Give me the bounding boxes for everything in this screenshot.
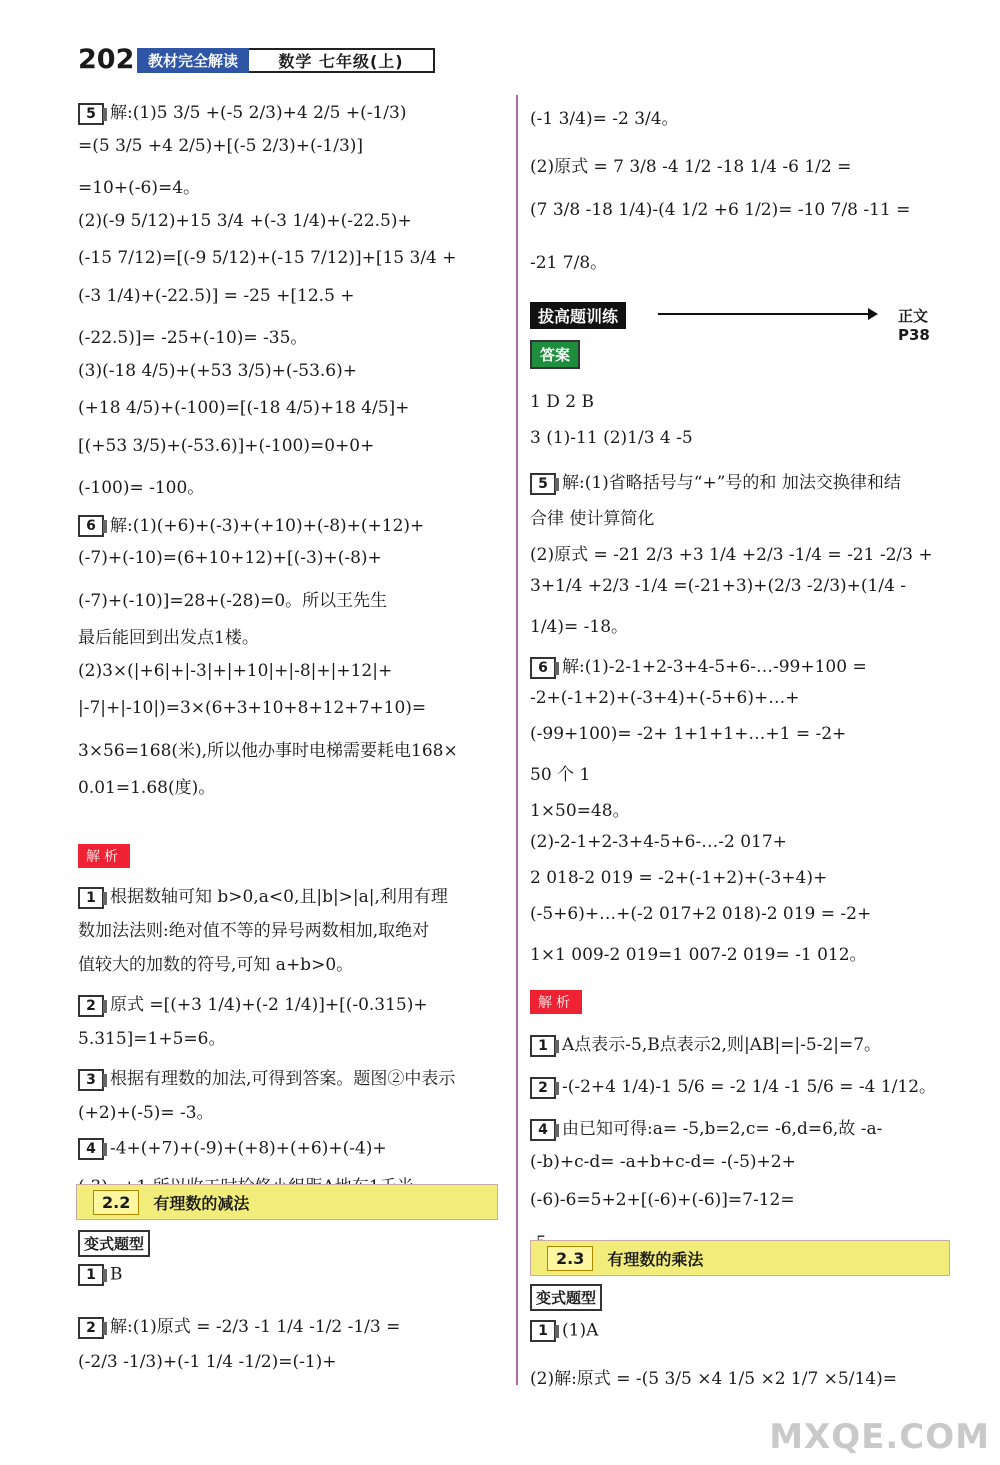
text-line — [530, 832, 787, 852]
question-number-badge: 1 — [530, 1320, 556, 1342]
line-text: 1 D 2 B — [530, 392, 594, 412]
line-text: 值较大的加数的符号,可知 a+b>0。 — [78, 955, 354, 975]
line-text: 0.01=1.68(度)。 — [78, 778, 216, 798]
line-text: (-3 1/4)+(-22.5)] = -25 +[12.5 + — [78, 285, 355, 306]
text-line — [78, 98, 406, 125]
line-text: (-100)= -100。 — [78, 478, 205, 498]
analysis-heading-right: 解析 — [530, 990, 582, 1014]
line-text: (-6)-6=5+2+[(-6)+(-6)]=7-12= — [530, 1190, 795, 1210]
line-text: (+2)+(-5)= -3。 — [78, 1103, 214, 1123]
line-text: 数加法法则:绝对值不等的异号两数相加,取绝对 — [78, 921, 430, 941]
text-line — [530, 1364, 897, 1389]
text-line — [530, 468, 901, 495]
line-text: =(5 3/5 +4 2/5)+[(-5 2/3)+(-1/3)] — [78, 135, 364, 156]
line-text: 50 个 1 — [530, 765, 591, 785]
question-number-badge: 2 — [78, 995, 104, 1017]
text-line — [530, 504, 654, 529]
text-line — [78, 286, 355, 306]
line-text: 1×50=48。 — [530, 801, 630, 821]
text-line — [78, 586, 387, 611]
text-line — [530, 104, 679, 129]
line-text: A点表示-5,B点表示2,则|AB|=|-5-2|=7。 — [562, 1035, 882, 1055]
line-text: 5.315]=1+5=6。 — [78, 1029, 226, 1049]
line-text: -(-2+4 1/4)-1 5/6 = -2 1/4 -1 5/6 = -4 1/12。 — [562, 1077, 937, 1097]
line-text: (-22.5)]= -25+(-10)= -35。 — [78, 328, 308, 348]
line-text: -21 7/8。 — [530, 253, 608, 273]
text-line — [78, 1024, 225, 1049]
line-text: 解:(1)原式 = -2/3 -1 1/4 -1/2 -1/3 = — [110, 1317, 401, 1337]
question-number-badge: 5 — [530, 473, 556, 495]
text-line — [78, 511, 424, 538]
line-text: (2)原式 = -21 2/3 +3 1/4 +2/3 -1/4 = -21 -2/3 + — [530, 545, 933, 565]
line-text: (2)3×(|+6|+|-3|+|+10|+|-8|+|+12|+ — [78, 660, 393, 681]
line-text: (-99+100)= -2+ 1+1+1+…+1 = -2+ — [530, 724, 847, 744]
question-number-badge: 4 — [78, 1138, 104, 1160]
line-text: -4+(+7)+(-9)+(+8)+(+6)+(-4)+ — [110, 1138, 387, 1159]
subject-label: 数学 七年级(上) — [249, 48, 435, 73]
variant-label-left: 变式题型 — [78, 1230, 150, 1257]
line-text: (3)(-18 4/5)+(+53 3/5)+(-53.6)+ — [78, 360, 357, 381]
line-text: 由已知可得:a= -5,b=2,c= -6,d=6,故 -a- — [562, 1119, 883, 1139]
text-line — [530, 612, 628, 637]
line-text: 合律 使计算简化 — [530, 509, 655, 529]
line-text: 根据有理数的加法,可得到答案。题图②中表示 — [110, 1069, 456, 1089]
line-text: 根据数轴可知 b>0,a<0,且|b|>|a|,利用有理 — [110, 887, 448, 907]
line-text: (1)A — [562, 1320, 599, 1341]
page-reference[interactable]: 正文 P38 — [898, 307, 930, 344]
text-line — [78, 1312, 400, 1339]
line-text: 解:(1)5 3/5 +(-5 2/3)+4 2/5 +(-1/3) — [110, 103, 407, 123]
boost-heading: 拔高题训练 — [530, 302, 626, 329]
line-text: 2 018-2 019 = -2+(-1+2)+(-3+4)+ — [530, 868, 828, 888]
text-line — [530, 428, 693, 448]
text-line — [78, 1264, 123, 1286]
line-text: B — [110, 1264, 123, 1285]
line-text: (+18 4/5)+(-100)=[(-18 4/5)+18 4/5]+ — [78, 398, 410, 418]
line-text: 解:(1)(+6)+(-3)+(+10)+(-8)+(+12)+ — [110, 515, 425, 536]
line-text: -2+(-1+2)+(-3+4)+(-5+6)+…+ — [530, 688, 800, 708]
section-title: 有理数的减法 — [153, 1193, 250, 1213]
section-number: 2.3 — [547, 1246, 593, 1271]
text-line — [78, 623, 259, 648]
text-line — [78, 136, 363, 156]
answer-heading: 答案 — [530, 340, 580, 369]
text-line — [78, 1098, 214, 1123]
question-number-badge: 2 — [78, 1317, 104, 1339]
text-line — [78, 736, 458, 761]
column-divider — [516, 95, 518, 1385]
text-line — [78, 990, 428, 1017]
text-line — [530, 940, 867, 965]
line-text: [(+53 3/5)+(-53.6)]+(-100)=0+0+ — [78, 435, 375, 456]
question-number-badge: 1 — [530, 1035, 556, 1057]
text-line — [530, 904, 871, 924]
text-line — [530, 1190, 795, 1210]
text-line — [78, 1138, 387, 1160]
text-line — [530, 1152, 796, 1172]
question-number-badge: 2 — [530, 1077, 556, 1099]
text-line — [78, 211, 412, 231]
text-line — [530, 1072, 936, 1099]
text-line — [78, 661, 392, 681]
text-line — [530, 760, 590, 785]
line-text: (2)原式 = 7 3/8 -4 1/2 -18 1/4 -6 1/2 = — [530, 157, 852, 177]
line-text: |-7|+|-10|)=3×(6+3+10+8+12+7+10)= — [78, 698, 427, 718]
text-line — [78, 473, 204, 498]
line-text: 原式 =[(+3 1/4)+(-2 1/4)]+[(-0.315)+ — [110, 995, 428, 1015]
text-line — [530, 576, 906, 596]
line-text: (2)-2-1+2-3+4-5+6-…-2 017+ — [530, 832, 787, 852]
text-line — [530, 248, 607, 273]
text-line — [78, 698, 426, 718]
line-text: 解:(1)-2-1+2-3+4-5+6-…-99+100 = — [562, 657, 867, 677]
line-text: 最后能回到出发点1楼。 — [78, 628, 259, 648]
text-line — [78, 248, 457, 268]
line-text: (-5+6)+…+(-2 017+2 018)-2 019 = -2+ — [530, 904, 872, 924]
text-line — [530, 652, 867, 679]
text-line — [530, 688, 799, 708]
line-text: (7 3/8 -18 1/4)-(4 1/2 +6 1/2)= -10 7/8 -11 = — [530, 200, 911, 220]
section-banner-2-2 — [76, 1184, 498, 1220]
line-text: 1×1 009-2 019=1 007-2 019= -1 012。 — [530, 945, 867, 965]
line-text: 3×56=168(米),所以他办事时电梯需要耗电168× — [78, 740, 458, 761]
section-banner-2-3 — [530, 1240, 950, 1276]
text-line — [78, 436, 374, 456]
line-text: =10+(-6)=4。 — [78, 178, 201, 198]
analysis-heading-left: 解析 — [78, 844, 130, 868]
line-text: (-7)+(-10)]=28+(-28)=0。所以王先生 — [78, 590, 388, 611]
line-text: (-2/3 -1/3)+(-1 1/4 -1/2)=(-1)+ — [78, 1352, 337, 1372]
question-number-badge: 1 — [78, 1264, 104, 1286]
line-text: (-7)+(-10)=(6+10+12)+[(-3)+(-8)+ — [78, 548, 382, 568]
boost-arrow-line — [658, 313, 870, 315]
text-line — [78, 1064, 455, 1091]
watermark: MXQE.COM — [769, 1417, 990, 1457]
text-line — [530, 868, 827, 888]
text-line — [530, 540, 933, 565]
text-line — [78, 773, 215, 798]
text-line — [530, 392, 594, 412]
line-text: (-1 3/4)= -2 3/4。 — [530, 109, 679, 129]
text-line — [78, 173, 200, 198]
text-line — [78, 950, 353, 975]
section-number: 2.2 — [93, 1190, 139, 1215]
question-number-badge: 5 — [78, 103, 104, 125]
line-text: 1/4)= -18。 — [530, 617, 629, 637]
line-text: (-15 7/12)=[(-9 5/12)+(-15 7/12)]+[15 3/4 + — [78, 248, 457, 268]
text-line — [78, 398, 409, 418]
question-number-badge: 6 — [78, 515, 104, 537]
question-number-badge: 3 — [78, 1069, 104, 1091]
text-line — [530, 1114, 882, 1141]
text-line — [78, 323, 307, 348]
text-line — [530, 152, 851, 177]
text-line — [530, 1030, 881, 1057]
variant-label-right: 变式题型 — [530, 1284, 602, 1311]
text-line — [78, 1352, 337, 1372]
line-text: 解:(1)省略括号与“+”号的和 加法交换律和结 — [562, 473, 901, 493]
page-number: 202 — [78, 44, 135, 75]
question-number-badge: 6 — [530, 657, 556, 679]
question-number-badge: 4 — [530, 1119, 556, 1141]
line-text: (2)(-9 5/12)+15 3/4 +(-3 1/4)+(-22.5)+ — [78, 210, 412, 231]
text-line — [530, 724, 846, 744]
section-title: 有理数的乘法 — [607, 1249, 704, 1269]
line-text: (2)解:原式 = -(5 3/5 ×4 1/5 ×2 1/7 ×5/14)= — [530, 1369, 897, 1389]
series-tag: 教材完全解读 — [137, 48, 249, 73]
text-line — [78, 548, 382, 568]
line-text: 3 (1)-11 (2)1/3 4 -5 — [530, 428, 693, 448]
question-number-badge: 1 — [78, 887, 104, 909]
text-line — [530, 796, 630, 821]
text-line — [78, 916, 429, 941]
text-line — [78, 882, 448, 909]
line-text: 3+1/4 +2/3 -1/4 =(-21+3)+(2/3 -2/3)+(1/4 - — [530, 576, 907, 596]
text-line — [78, 361, 357, 381]
text-line — [530, 200, 910, 220]
arrow-right-icon — [868, 308, 878, 320]
line-text: (-b)+c-d= -a+b+c-d= -(-5)+2+ — [530, 1152, 796, 1172]
text-line — [530, 1320, 598, 1342]
